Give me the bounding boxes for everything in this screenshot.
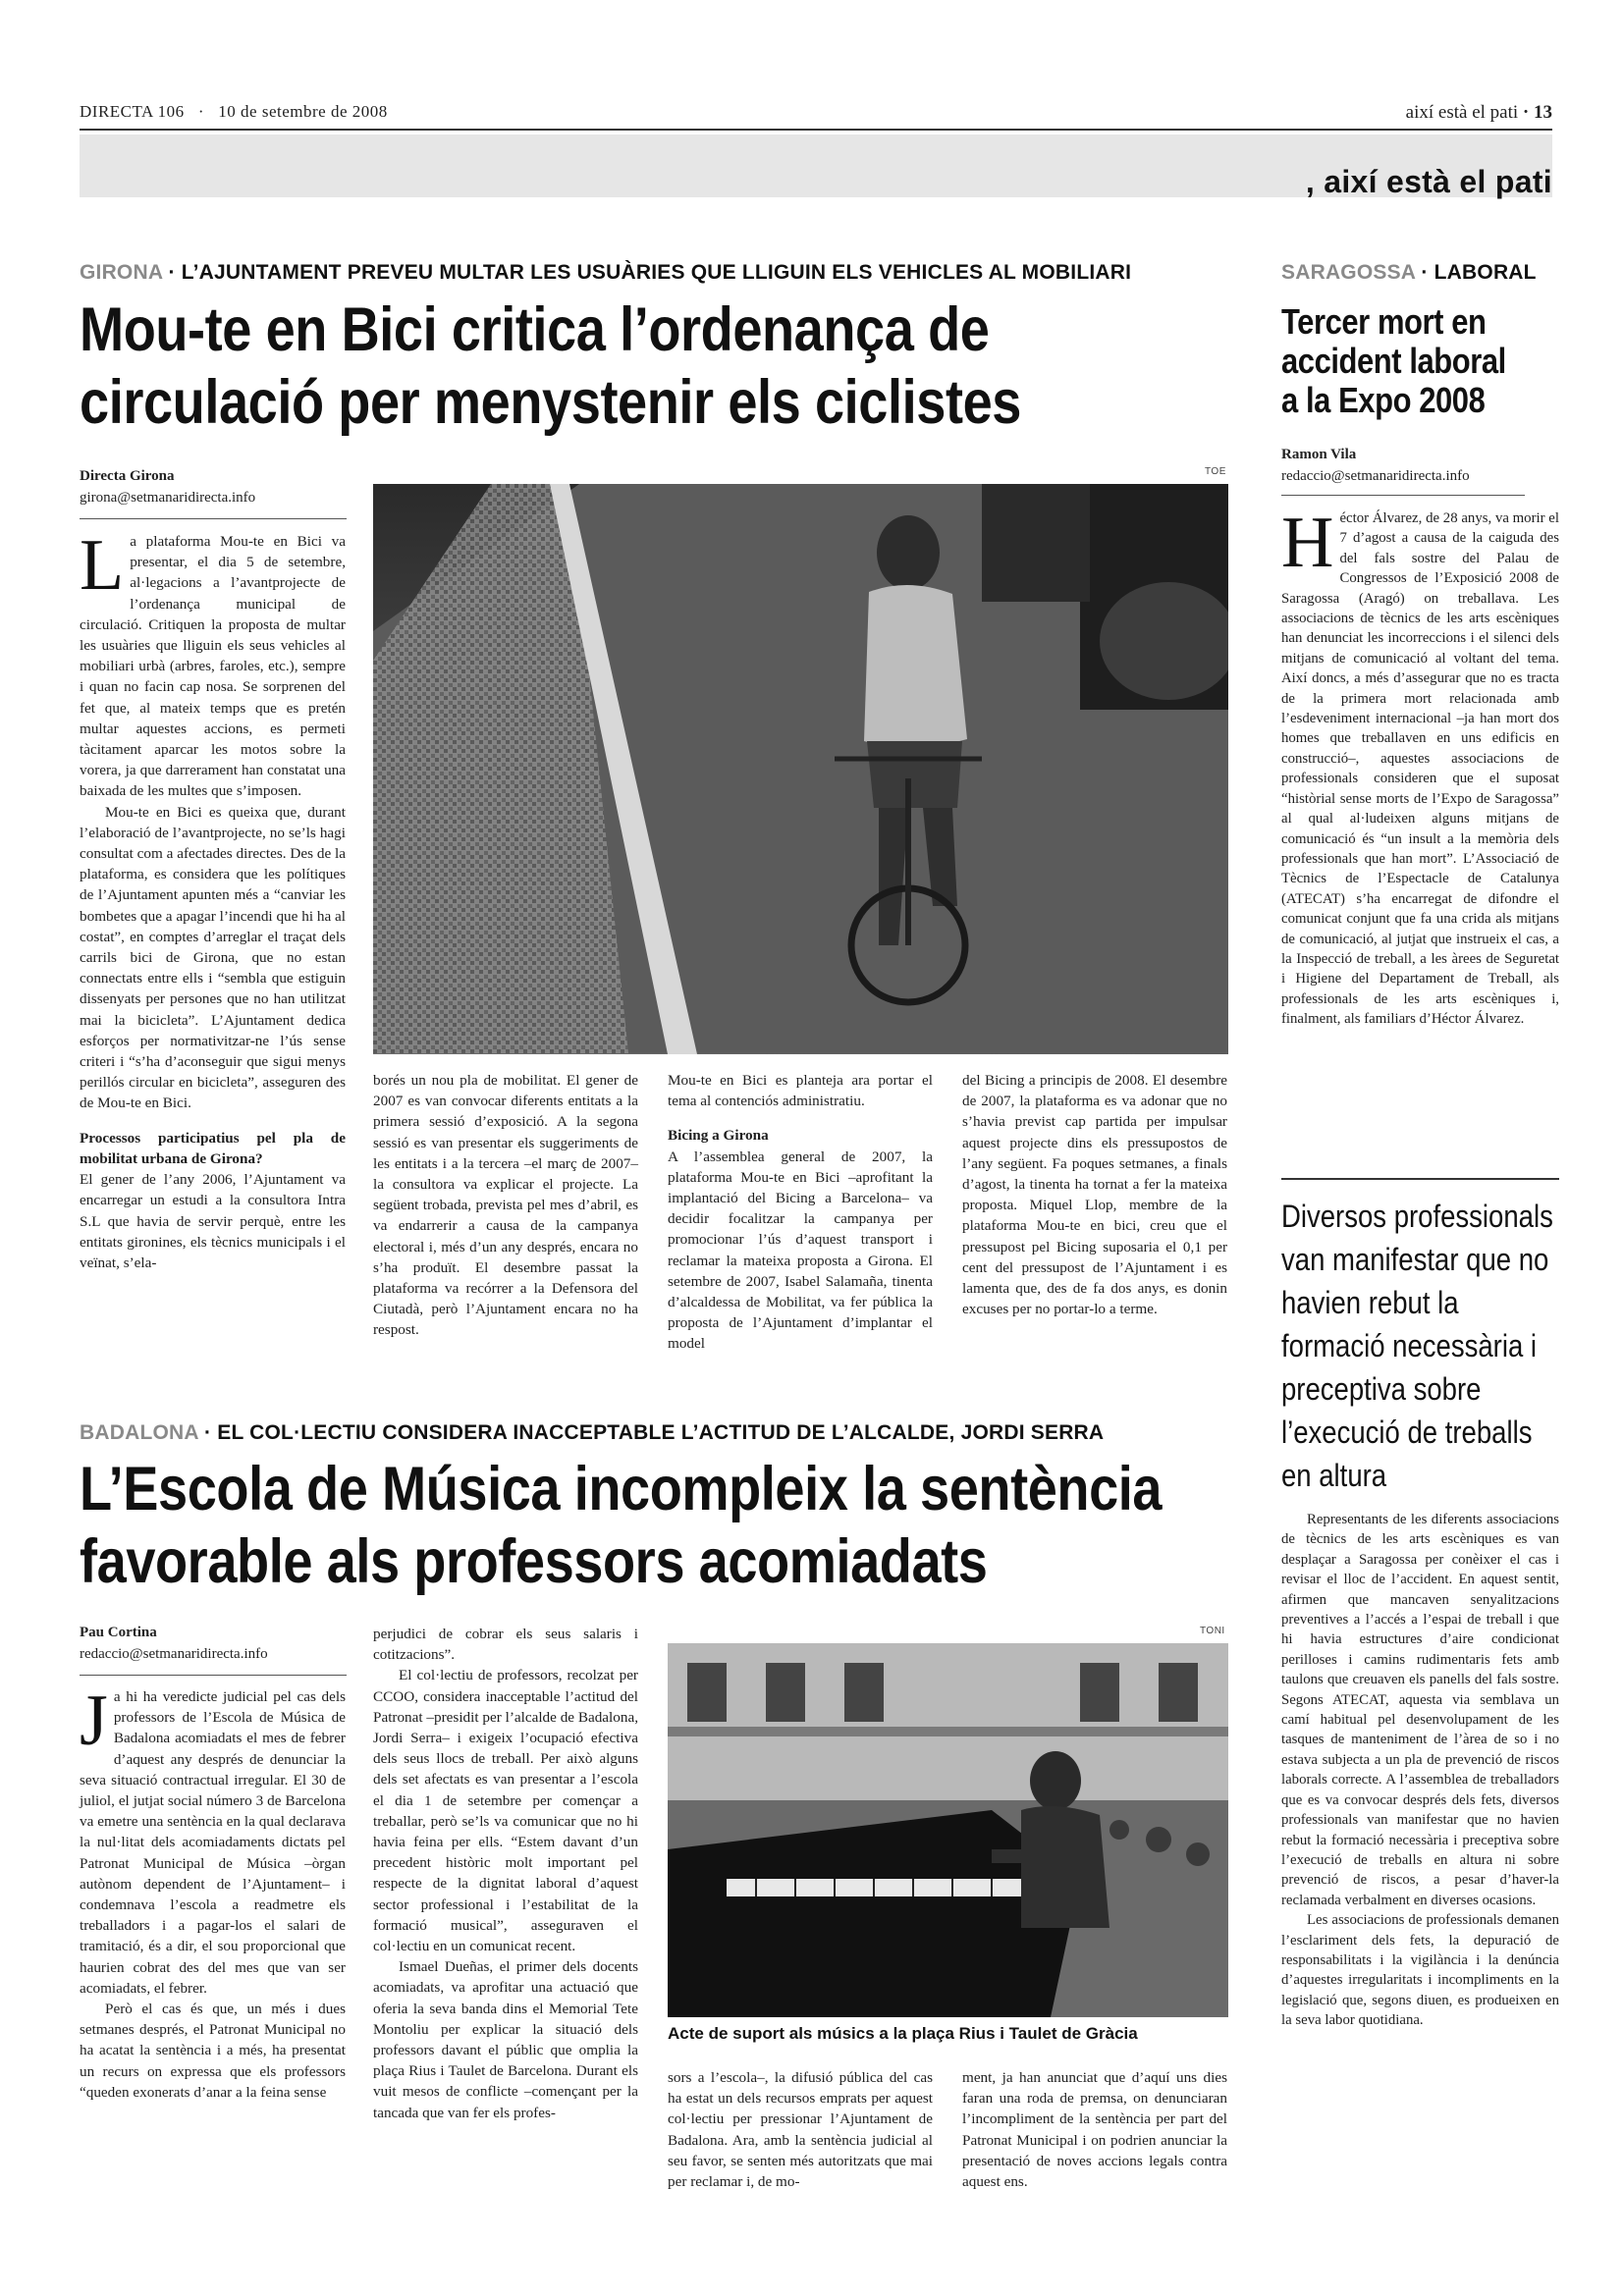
issue-number: DIRECTA 106 <box>80 102 185 121</box>
side-kicker-text: · LABORAL <box>1421 261 1537 284</box>
main-author: Directa Girona <box>80 468 175 484</box>
side-col-2: Representants de les diferents associacions de tècnics de les arts escèniques es van desplaçar a Saragossa per conèixer el cas i revisar el lloc de l’accident. En aquest sentit, afirmen que mancaven senyalitzacions preventives a l’accés a l’espai de treball i que hi havia estructures d’aire condicionat perilloses i camins rudimentaris fets amb taulons que creuaven els panells del fals sostre. Segons ATECAT, aquesta via semblava un camí habitual pel desenvolupament de les tasques de manteniment de l’àrea de so i no estava subjecta a un pla de prevenció de riscos laborals correcte. A l’assemblea de treballadors que es va convocar després dels fets, diversos professionals van manifestar que no havien rebut la formació necessària i preceptiva sobre l’execució de treballs en altura ni sobre prevenció de riscos, a pesar d’haver-la reclamada verbalment en diverses ocasions. Les associacions de professionals demanen l’esclariment dels fets, la depuració de responsabilitats i la vigilància i la denúncia d’aquestes irregularitats i incompliments en la legislació que, segons diuen, es produeixen en la seva labor quotidiana. <box>1281 1512 1559 2029</box>
second-col-4: ment, ja han anunciat que d’aquí uns dies faran una roda de premsa, on denunciaran l’incompliment de la sentència per part del Patronat Municipal i on podrien anunciar la presentació de noves accions legals contra aquest ens. <box>962 2069 1227 2191</box>
second-col-1: Ja hi ha veredicte judicial pel cas dels professors de l’Escola de Música de Badalona acomiadats el mes de febrer d’aquest any després de denunciar la seva situació contractual irregular. El 30 de juliol, el jutjat social número 3 de Barcelona va emetre una sentència en la qual declarava la nul·litat dels acomiadaments dictats pel Patronat Municipal de Música –òrgan autònom dependent de l’Ajuntament– i condemnava l’escola a readmetre els treballadors i a pagar-los el salari de tramitació, és a dir, el sou proporcional que haurien cobrat des del mes que van ser acomiadats, el febrer. Però el cas és que, un més i dues setmanes després, el Patronat Municipal no ha acatat la sentència i a més, ha presentat un recurs on expressa que els professors “queden exonerats d’anar a la feina sense <box>80 1681 346 2101</box>
main-dropcap: L <box>80 525 125 606</box>
side-pullquote: Diversos professionals van manifestar que no havien rebut la formació necessària i preceptiva sobre l’execució de treballs en altura <box>1281 1199 1553 1493</box>
pullquote-rule <box>1281 1178 1559 1180</box>
header-rule <box>80 129 1552 131</box>
main-email: girona@setmanaridirecta.info <box>80 490 256 506</box>
second-col-3: sors a l’escola–, la difusió pública del cas ha estat un dels recursos emprats per aquest col·lectiu per pressionar l’Ajuntament de Badalona. Ara, amb la sentència judicial al seu favor, se senten més autoritzats que mai per reclamar i, de mo- <box>668 2069 933 2191</box>
pianist-caption: Acte de suport als músics a la plaça Rius i Taulet de Gràcia <box>668 2024 1138 2043</box>
side-byline <box>1281 444 1527 487</box>
second-headline: L’Escola de Música incompleix la sentència favorable als professors acomiadats <box>80 1455 1163 1596</box>
side-author: Ramon Vila <box>1281 447 1357 462</box>
second-author: Pau Cortina <box>80 1625 157 1640</box>
side-byline-rule <box>1281 495 1525 496</box>
main-subhead-2: Bicing a Girona <box>668 1127 769 1145</box>
second-byline-rule <box>80 1675 347 1676</box>
side-headline: Tercer mort en accident laboral a la Expo 2008 <box>1281 301 1506 420</box>
main-byline <box>80 465 345 508</box>
side-kicker <box>1281 261 1537 285</box>
side-dropcap: H <box>1281 503 1334 583</box>
section-name: així està el pati <box>1405 102 1519 123</box>
section-title: , així està el pati <box>1305 164 1552 199</box>
side-col-1: Héctor Álvarez, de 28 anys, va morir el 7 d’agost a causa de la caiguda des del fals sostre del Palau de Congressos de l’Exposició 2008 de Saragossa (Aragó) on treballava. Les associacions de tècnics de les arts escèniques han denunciat les incorreccions i el silenci dels mitjans de comunicació al voltant del tema. Així doncs, a més d’assegurar que no es tracta de la primera mort relacionada amb l’esdeveniment internacional –ja han mort dos homes que treballaven en uns edificis en construcció–, aquestes associacions de professionals consideren que el suposat “històrial sense morts de l’Expo de Saragossa” al qual al·ludeixen alguns mitjans de comunicació és “un insult a la memòria dels professionals que han mort”. L’Associació de Tècnics de l’Espectacle de Catalunya (ATECAT) s’ha encarregat de difondre el comunicat conjunt que fa una crida als mitjans de comunicació, al jutjat que instrueix el cas, a la Inspecció de treball, a les àrees de Seguretat i Higiene del Departament de Treball, als professionals de les arts escèniques i, finalment, als familiars d’Héctor Álvarez. <box>1281 503 1559 1028</box>
running-head <box>80 102 1552 124</box>
issue-date-text: 10 de setembre de 2008 <box>218 102 388 121</box>
main-byline-rule <box>80 518 347 519</box>
second-kicker <box>80 1421 1104 1445</box>
second-col-2: perjudici de cobrar els seus salaris i cotitzacions”. El col·lectiu de professors, recolzat per CCOO, considera inacceptable l’actitud del Patronat –presidit per l’alcalde de Badalona, Jordi Serra– i exigeix l’ocupació efectiva dels seus llocs de treball. Per això alguns dels set afectats es van presentar a l’escola el dia 1 de setembre per començar a treballar, però se’ls va comunicar que no hi havia feina per ells. “Estem davant d’un precedent històric molt important pel respecte de la dignitat laboral d’aquest sector professional i l’estabilitat de la formació musical”, asseguraven el col·lectiu en un comunicat recent. Ismael Dueñas, el primer dels docents acomiadats, va aprofitar una actuació que oferia la seva banda dins el Memorial Tete Montoliu per explicar la situació dels professors davant el públic que omplia la plaça Rius i Taulet de Barcelona. Durant els vuit mesos de conflicte –començant per la tancada que van fer els profes- <box>373 1626 638 2121</box>
second-photo-credit: TONI <box>1200 1626 1225 1636</box>
issue-date: DIRECTA 106 · 10 de setembre de 2008 <box>80 102 388 121</box>
main-subhead-1: Processos participatius pel pla de mobilitat urbana de Girona? <box>80 1129 346 1167</box>
main-kicker-place: GIRONA <box>80 261 163 284</box>
side-email: redaccio@setmanaridirecta.info <box>1281 468 1470 484</box>
cyclist-photo-image <box>373 484 1228 1054</box>
second-kicker-text: · EL COL·LECTIU CONSIDERA INACCEPTABLE L’ACTITUD DE L’ALCALDE, JORDI SERRA <box>204 1421 1105 1444</box>
pianist-photo <box>668 1643 1228 2017</box>
second-email: redaccio@setmanaridirecta.info <box>80 1646 268 1662</box>
second-kicker-place: BADALONA <box>80 1421 198 1444</box>
second-dropcap: J <box>80 1681 108 1761</box>
main-headline: Mou-te en Bici critica l’ordenança de circulació per menystenir els ciclistes <box>80 295 1021 437</box>
section-page: així està el pati · 13 <box>1405 102 1552 123</box>
main-photo-credit: TOE <box>1205 466 1226 477</box>
pianist-photo-image <box>668 1643 1228 2017</box>
side-kicker-place: SARAGOSSA <box>1281 261 1416 284</box>
main-col-2: borés un nou pla de mobilitat. El gener de 2007 es van convocar diferents entitats a la primera sessió d’exposició. A la segona sessió es van presentar els suggeriments de les entitats i a la tercera –el març de 2007– la consultora va explicar el projecte. La següent trobada, prevista pel mes d’abril, es va endarrerir a causa de la campanya electoral i, més d’un any després, encara no s’ha produït. El desembre passat la plataforma va recórrer a la Defensora del Ciutadà, però l’Ajuntament encara no ha respost. <box>373 1072 638 1339</box>
main-col-3: Mou-te en Bici es planteja ara portar el tema al contenciós administratiu. Bicing a Girona A l’assemblea general de 2007, la plataforma Mou-te en Bici –aprofitant la implantació del Bicing a Barcelona– va decidir focalitzar la campanya per promocionar l’ús d’aquest transport i reclamar la mateixa proposta a Girona. El setembre de 2007, Isabel Salamaña, tinenta d’alcaldessa de Mobilitat, va fer pública la proposta de l’Ajuntament d’implantar el model <box>668 1072 933 1353</box>
cyclist-photo <box>373 484 1228 1054</box>
main-kicker <box>80 261 1131 285</box>
page-number: 13 <box>1534 102 1552 123</box>
main-kicker-text: · L’AJUNTAMENT PREVEU MULTAR LES USUÀRIES QUE LLIGUIN ELS VEHICLES AL MOBILIARI <box>168 261 1132 284</box>
main-col-4: del Bicing a principis de 2008. El desembre de 2007, la plataforma es va adonar que no s’havia previst cap partida per impulsar aquest projecte dins els pressupostos de l’any següent. Fa poques setmanes, a finals d’agost, la tinenta ha tornat a fer la mateixa proposta. Miquel Llop, membre de la plataforma Mou-te en bici, creu que el pressupost pel Bicing suposaria el 0,1 per cent del pressupost de l’Ajuntament i es lamenta que, des de fa dos anys, es donin excuses per no portar-lo a terme. <box>962 1072 1227 1318</box>
second-byline <box>80 1622 345 1665</box>
main-col-1: La plataforma Mou-te en Bici va presentar, el dia 5 de setembre, al·legacions a l’avantprojecte de l’ordenança municipal de circulació. Critiquen la proposta de multar les usuàries que lliguin els seus vehicles al mobiliari urbà (arbres, faroles, etc.), sempre i quan no facin cap nosa. Se sorprenen del fet que, al mateix temps que es pretén multar aquestes accions, es permeti tàcitament aparcar les motos sobre la vorera, ja que darrerament han constatat una baixada de les multes que s’imposen. Mou-te en Bici es queixa que, durant l’elaboració de l’avantprojecte, no se’ls hagi consultat com a afectades directes. Des de la plataforma, es considera que les polítiques de l’Ajuntament apunten més a “canviar les bombetes que a apagar l’incendi que hi ha al costat”, en comptes d’arreglar el traçat dels carrils bici de Girona, que no estan connectats entre ells i “sembla que estiguin dissenyats per persones que no han utilitzat mai la bicicleta”. L’Ajuntament dedica esforços per normativitzar-ne l’ús sense criteri i “s’ha d’aconseguir que sigui menys perillós circular en bicicleta”, asseguren des de Mou-te en Bici. Processos participatius pel pla de mobilitat urbana de Girona? El gener de l’any 2006, l’Ajuntament va encarregar un estudi a la consultora Intra S.L que havia de servir perquè, entre les entitats gironines, els tècnics municipals i el veïnat, s’ela- <box>80 525 346 1271</box>
